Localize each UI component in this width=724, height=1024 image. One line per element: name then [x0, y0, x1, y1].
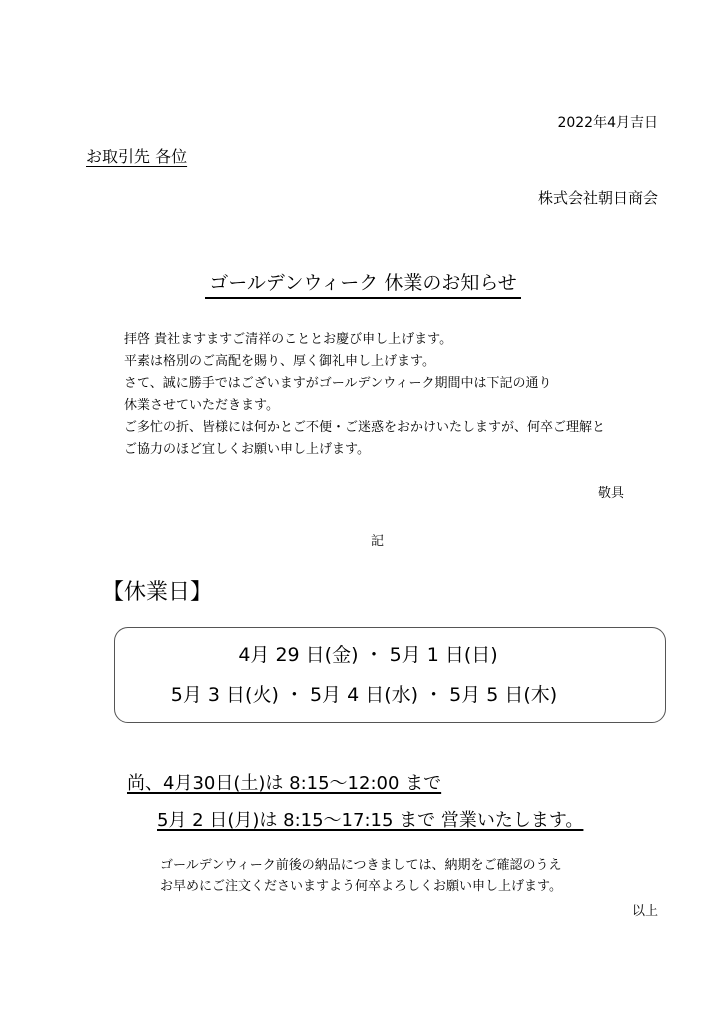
body-line: 拝啓 貴社ますますご清祥のこととお慶び申し上げます。 [124, 332, 453, 347]
holiday-heading: 【休業日】 [102, 580, 213, 605]
holiday-dates-line-1: 4月 29 日(金) ・ 5月 1 日(日) [238, 644, 498, 666]
business-hours-note-2: 5月 2 日(月)は 8:15～17:15 まで 営業いたします。 [157, 810, 584, 831]
notice-title: ゴールデンウィーク 休業のお知らせ [205, 268, 521, 299]
body-line: 平素は格別のご高配を賜り、厚く御礼申し上げます。 [124, 354, 435, 369]
ki-mark: 記 [371, 534, 385, 549]
holiday-dates-line-2: 5月 3 日(火) ・ 5月 4 日(水) ・ 5月 5 日(木) [170, 684, 558, 706]
body-paragraph [124, 329, 605, 461]
body-line: 休業させていただきます。 [124, 398, 279, 413]
closing-paragraph [160, 855, 562, 897]
closing-line: お早めにご注文くださいますよう何卒よろしくお願い申し上げます。 [160, 879, 562, 894]
business-hours-note-1: 尚、4月30日(土)は 8:15～12:00 まで [127, 773, 442, 794]
recipient: お取引先 各位 [86, 147, 188, 166]
closing-salutation: 敬具 [598, 486, 625, 501]
body-line: ご多忙の折、皆様には何かとご不便・ご迷惑をおかけいたしますが、何卒ご理解と [124, 420, 606, 435]
closing-line: ゴールデンウィーク前後の納品につきましては、納期をご確認のうえ [160, 858, 562, 873]
ijou-mark: 以上 [631, 904, 658, 919]
notice-title-wrapper [0, 268, 724, 299]
company-name: 株式会社朝日商会 [537, 189, 658, 207]
body-line: ご協力のほど宜しくお願い申し上げます。 [124, 442, 370, 457]
letter-date: 2022年4月吉日 [557, 115, 658, 131]
body-line: さて、誠に勝手ではございますがゴールデンウィーク期間中は下記の通り [124, 376, 552, 391]
